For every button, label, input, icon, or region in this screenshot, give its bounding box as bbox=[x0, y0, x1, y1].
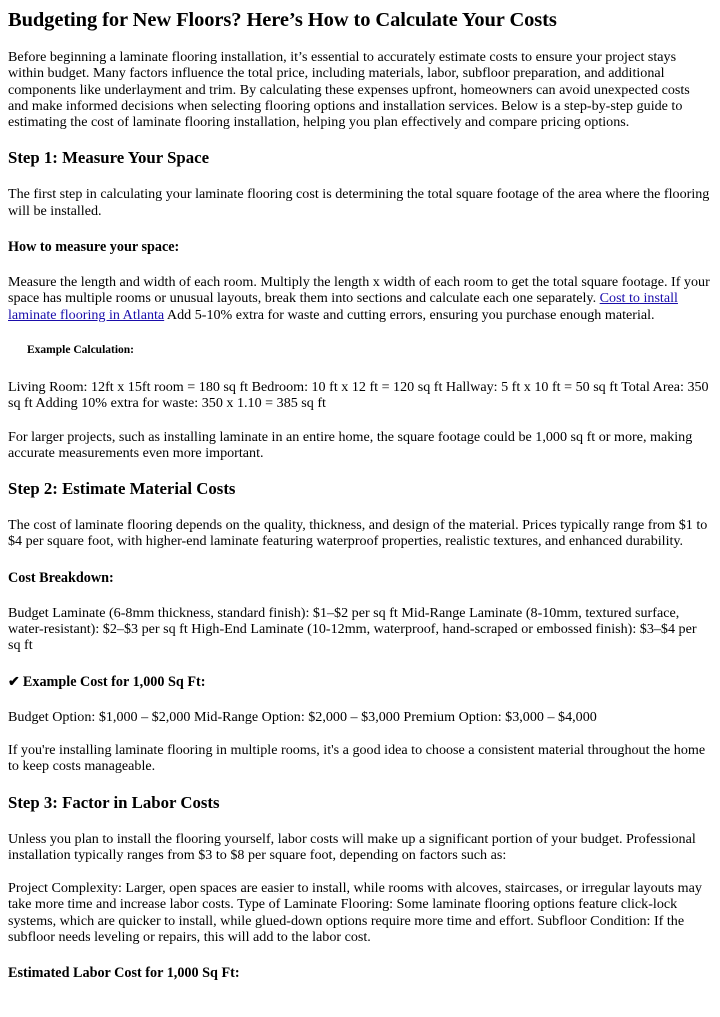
step2-paragraph-3: If you're installing laminate flooring in multiple rooms, it's a good idea to choose a consistent material throughout the home to keep costs manageable. bbox=[8, 741, 706, 775]
example-cost-heading bbox=[8, 673, 712, 691]
step3-paragraph-2: Project Complexity: Larger, open spaces are easier to install, while rooms with alcoves, staircases, or irregular layouts may take more time and increase labor costs. Type of Laminate Flooring: Some laminate flooring options feature click-lock systems, which are quicker to install, while glued-down options require more time and effort. Subfloor Condition: If the subfloor needs leveling or repairs, this will add to the labor cost. bbox=[8, 880, 702, 946]
checkmark-icon: ✔ bbox=[8, 673, 20, 690]
step2-paragraph-1: The cost of laminate flooring depends on the quality, thickness, and design of the material. Prices typically range from $1 to $4 per square foot, with higher-end laminate featuring waterproof properties, realistic textures, and enhanced durability. bbox=[8, 517, 708, 550]
labor-cost-heading: Estimated Labor Cost for 1,000 Sq Ft: bbox=[8, 965, 240, 982]
intro-paragraph: Before beginning a laminate flooring installation, it’s essential to accurately estimate costs to ensure your project stays within budget. Many factors influence the total price, including materials, labor, subfloor preparation, and additional components like underlayment and trim. By calculating these expenses upfront, homeowners can avoid unexpected costs and make informed decisions when selecting flooring options and installation services. Below is a step-by-step guide to estimating the cost of laminate flooring installation, helping you plan effectively and compare pricing options. bbox=[8, 49, 690, 131]
cost-breakdown-text: Budget Laminate (6-8mm thickness, standard finish): $1–$2 per sq ft Mid-Range Laminate (8-10mm, textured surface, water-resistant): $2–$3 per sq ft High-End Laminate (10-12mm, waterproof, hand-scraped or embossed finish): $3–$4 per sq ft bbox=[8, 604, 697, 654]
step3-heading: Step 3: Factor in Labor Costs bbox=[8, 792, 220, 812]
step1-paragraph-2-end: Add 5-10% extra for waste and cutting errors, ensuring you purchase enough material. bbox=[164, 306, 655, 323]
step1-paragraph-1: The first step in calculating your laminate flooring cost is determining the total square footage of the area where the flooring will be installed. bbox=[8, 186, 710, 219]
example-cost-text: Budget Option: $1,000 – $2,000 Mid-Range Option: $2,000 – $3,000 Premium Option: $3,000 – $4,000 bbox=[8, 708, 597, 725]
cost-breakdown-heading: Cost Breakdown: bbox=[8, 569, 114, 586]
step2-heading: Step 2: Estimate Material Costs bbox=[8, 479, 236, 499]
page-title: Budgeting for New Floors? Here’s How to Calculate Your Costs bbox=[8, 9, 557, 31]
step1-paragraph-2-start: Measure the length and width of each room. Multiply the length x width of each room to get the total square footage. If your space has multiple rooms or unusual layouts, break them into sections and calculate each one separately. bbox=[8, 274, 710, 307]
step1-subheading: How to measure your space: bbox=[8, 239, 180, 256]
step3-paragraph-1: Unless you plan to install the flooring yourself, labor costs will make up a significant portion of your budget. Professional installation typically ranges from $3 to $8 per square foot, depending on factors such as: bbox=[8, 830, 696, 863]
step1-paragraph-3: For larger projects, such as installing laminate in an entire home, the square footage could be 1,000 sq ft or more, making accurate measurements even more important. bbox=[8, 428, 693, 461]
example-cost-heading-label: Example Cost for 1,000 Sq Ft: bbox=[22, 673, 206, 690]
example-calculation-heading: Example Calculation: bbox=[27, 343, 135, 356]
example-calculation-text: Living Room: 12ft x 15ft room = 180 sq ft Bedroom: 10 ft x 12 ft = 120 sq ft Hallway: 5 ft x 10 ft = 50 sq ft Total Area: 350 sq ft Adding 10% extra for waste: 350 x 1.10 = 385 sq ft bbox=[8, 378, 709, 412]
step1-heading: Step 1: Measure Your Space bbox=[8, 148, 210, 168]
step1-paragraph-2 bbox=[8, 274, 712, 323]
atlanta-cost-link[interactable]: Cost to install laminate flooring in Atlanta bbox=[8, 290, 678, 323]
